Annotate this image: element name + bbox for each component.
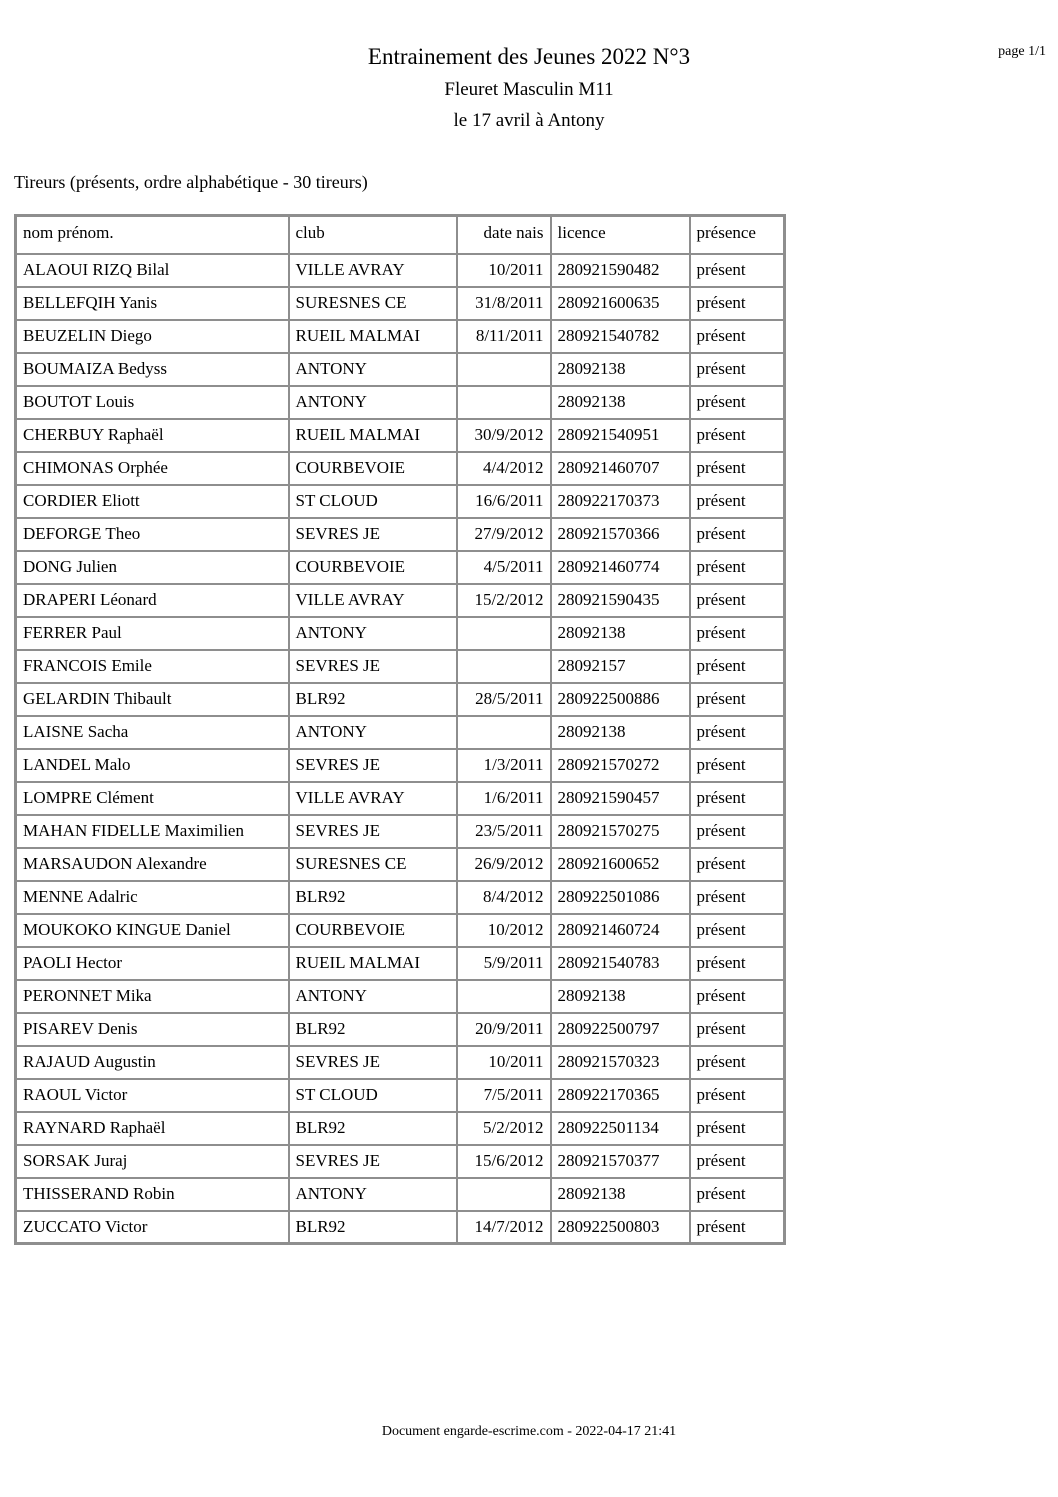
cell-club: ANTONY	[289, 617, 457, 650]
cell-club: ANTONY	[289, 353, 457, 386]
cell-date-nais	[457, 980, 551, 1013]
cell-presence: présent	[690, 287, 785, 320]
cell-licence: 280921590435	[551, 584, 690, 617]
cell-date-nais: 5/9/2011	[457, 947, 551, 980]
table-row	[16, 947, 785, 980]
cell-club: VILLE AVRAY	[289, 254, 457, 287]
cell-date-nais: 1/6/2011	[457, 782, 551, 815]
cell-nom-prenom: ZUCCATO Victor	[16, 1211, 289, 1244]
cell-presence: présent	[690, 584, 785, 617]
table-row	[16, 551, 785, 584]
cell-nom-prenom: RAJAUD Augustin	[16, 1046, 289, 1079]
cell-club: SEVRES JE	[289, 518, 457, 551]
cell-licence: 28092138	[551, 980, 690, 1013]
column-header-presence: présence	[690, 216, 785, 254]
cell-nom-prenom: LAISNE Sacha	[16, 716, 289, 749]
table-row	[16, 287, 785, 320]
cell-club: SEVRES JE	[289, 1145, 457, 1178]
table-row	[16, 1211, 785, 1244]
cell-date-nais	[457, 617, 551, 650]
cell-licence: 28092157	[551, 650, 690, 683]
cell-club: RUEIL MALMAI	[289, 947, 457, 980]
cell-club: ANTONY	[289, 716, 457, 749]
cell-presence: présent	[690, 782, 785, 815]
cell-club: COURBEVOIE	[289, 914, 457, 947]
cell-date-nais: 8/4/2012	[457, 881, 551, 914]
cell-presence: présent	[690, 650, 785, 683]
cell-date-nais: 15/6/2012	[457, 1145, 551, 1178]
table-row	[16, 980, 785, 1013]
cell-nom-prenom: LOMPRE Clément	[16, 782, 289, 815]
cell-nom-prenom: BOUMAIZA Bedyss	[16, 353, 289, 386]
table-row	[16, 584, 785, 617]
cell-club: ANTONY	[289, 1178, 457, 1211]
cell-club: SEVRES JE	[289, 1046, 457, 1079]
cell-club: COURBEVOIE	[289, 551, 457, 584]
cell-club: RUEIL MALMAI	[289, 320, 457, 353]
cell-licence: 280921590457	[551, 782, 690, 815]
table-row	[16, 1046, 785, 1079]
table-row	[16, 815, 785, 848]
cell-club: VILLE AVRAY	[289, 584, 457, 617]
cell-date-nais: 10/2012	[457, 914, 551, 947]
table-row	[16, 881, 785, 914]
cell-nom-prenom: DONG Julien	[16, 551, 289, 584]
cell-club: SURESNES CE	[289, 287, 457, 320]
table-row	[16, 485, 785, 518]
cell-licence: 280921570272	[551, 749, 690, 782]
cell-date-nais: 31/8/2011	[457, 287, 551, 320]
cell-presence: présent	[690, 848, 785, 881]
cell-presence: présent	[690, 518, 785, 551]
cell-club: RUEIL MALMAI	[289, 419, 457, 452]
column-header-club: club	[289, 216, 457, 254]
cell-licence: 28092138	[551, 386, 690, 419]
table-row	[16, 353, 785, 386]
cell-nom-prenom: PERONNET Mika	[16, 980, 289, 1013]
cell-presence: présent	[690, 1079, 785, 1112]
cell-date-nais: 26/9/2012	[457, 848, 551, 881]
cell-nom-prenom: CHERBUY Raphaël	[16, 419, 289, 452]
table-row	[16, 617, 785, 650]
cell-nom-prenom: THISSERAND Robin	[16, 1178, 289, 1211]
cell-date-nais: 16/6/2011	[457, 485, 551, 518]
cell-licence: 280922170373	[551, 485, 690, 518]
tireurs-section-heading: Tireurs (présents, ordre alphabétique - 30 tireurs)	[14, 172, 368, 192]
cell-club: COURBEVOIE	[289, 452, 457, 485]
cell-licence: 280921570323	[551, 1046, 690, 1079]
cell-date-nais	[457, 353, 551, 386]
cell-presence: présent	[690, 1013, 785, 1046]
cell-club: ANTONY	[289, 980, 457, 1013]
cell-licence: 280921570275	[551, 815, 690, 848]
cell-licence: 280921570377	[551, 1145, 690, 1178]
cell-nom-prenom: CHIMONAS Orphée	[16, 452, 289, 485]
table-row	[16, 749, 785, 782]
cell-licence: 280921540951	[551, 419, 690, 452]
cell-licence: 280921600652	[551, 848, 690, 881]
cell-nom-prenom: MOUKOKO KINGUE Daniel	[16, 914, 289, 947]
cell-club: ST CLOUD	[289, 1079, 457, 1112]
cell-date-nais	[457, 1178, 551, 1211]
cell-date-nais: 8/11/2011	[457, 320, 551, 353]
cell-nom-prenom: BOUTOT Louis	[16, 386, 289, 419]
cell-licence: 280922170365	[551, 1079, 690, 1112]
cell-date-nais: 23/5/2011	[457, 815, 551, 848]
cell-nom-prenom: PISAREV Denis	[16, 1013, 289, 1046]
cell-licence: 280921460707	[551, 452, 690, 485]
cell-club: SEVRES JE	[289, 815, 457, 848]
cell-presence: présent	[690, 386, 785, 419]
cell-nom-prenom: ALAOUI RIZQ Bilal	[16, 254, 289, 287]
cell-presence: présent	[690, 716, 785, 749]
cell-licence: 280921540782	[551, 320, 690, 353]
table-row	[16, 452, 785, 485]
cell-nom-prenom: RAOUL Victor	[16, 1079, 289, 1112]
cell-club: BLR92	[289, 1013, 457, 1046]
table-row	[16, 914, 785, 947]
cell-club: SEVRES JE	[289, 749, 457, 782]
cell-licence: 28092138	[551, 716, 690, 749]
cell-presence: présent	[690, 947, 785, 980]
cell-date-nais: 14/7/2012	[457, 1211, 551, 1244]
cell-licence: 280921600635	[551, 287, 690, 320]
document-subtitle-date-place: le 17 avril à Antony	[453, 110, 605, 131]
cell-date-nais: 7/5/2011	[457, 1079, 551, 1112]
cell-licence: 280922500797	[551, 1013, 690, 1046]
cell-presence: présent	[690, 485, 785, 518]
cell-date-nais: 27/9/2012	[457, 518, 551, 551]
cell-date-nais: 30/9/2012	[457, 419, 551, 452]
table-row	[16, 848, 785, 881]
cell-licence: 28092138	[551, 1178, 690, 1211]
cell-club: BLR92	[289, 881, 457, 914]
cell-presence: présent	[690, 749, 785, 782]
cell-licence: 280921590482	[551, 254, 690, 287]
cell-date-nais: 1/3/2011	[457, 749, 551, 782]
tireurs-table	[14, 214, 786, 1245]
cell-presence: présent	[690, 551, 785, 584]
cell-nom-prenom: DRAPERI Léonard	[16, 584, 289, 617]
cell-licence: 280922501134	[551, 1112, 690, 1145]
cell-presence: présent	[690, 452, 785, 485]
cell-club: BLR92	[289, 1211, 457, 1244]
table-row	[16, 1178, 785, 1211]
cell-licence: 280922501086	[551, 881, 690, 914]
cell-presence: présent	[690, 1145, 785, 1178]
cell-presence: présent	[690, 683, 785, 716]
cell-club: SURESNES CE	[289, 848, 457, 881]
table-row	[16, 1079, 785, 1112]
table-row	[16, 782, 785, 815]
cell-presence: présent	[690, 254, 785, 287]
cell-date-nais	[457, 716, 551, 749]
cell-licence: 280921570366	[551, 518, 690, 551]
cell-club: ST CLOUD	[289, 485, 457, 518]
cell-presence: présent	[690, 353, 785, 386]
page-number: page 1/1	[998, 44, 1046, 59]
cell-nom-prenom: PAOLI Hector	[16, 947, 289, 980]
cell-presence: présent	[690, 881, 785, 914]
cell-club: BLR92	[289, 1112, 457, 1145]
cell-presence: présent	[690, 1178, 785, 1211]
cell-nom-prenom: LANDEL Malo	[16, 749, 289, 782]
cell-presence: présent	[690, 980, 785, 1013]
cell-licence: 280922500886	[551, 683, 690, 716]
column-header-date-nais: date nais	[457, 216, 551, 254]
cell-nom-prenom: SORSAK Juraj	[16, 1145, 289, 1178]
cell-club: SEVRES JE	[289, 650, 457, 683]
cell-presence: présent	[690, 320, 785, 353]
cell-nom-prenom: DEFORGE Theo	[16, 518, 289, 551]
cell-date-nais: 15/2/2012	[457, 584, 551, 617]
cell-date-nais: 10/2011	[457, 1046, 551, 1079]
cell-nom-prenom: FRANCOIS Emile	[16, 650, 289, 683]
table-row	[16, 1013, 785, 1046]
table-header-row	[16, 216, 785, 254]
cell-licence: 280922500803	[551, 1211, 690, 1244]
table-row	[16, 1112, 785, 1145]
cell-nom-prenom: CORDIER Eliott	[16, 485, 289, 518]
cell-licence: 280921460774	[551, 551, 690, 584]
cell-nom-prenom: GELARDIN Thibault	[16, 683, 289, 716]
cell-nom-prenom: MARSAUDON Alexandre	[16, 848, 289, 881]
table-row	[16, 254, 785, 287]
cell-nom-prenom: BELLEFQIH Yanis	[16, 287, 289, 320]
cell-nom-prenom: RAYNARD Raphaël	[16, 1112, 289, 1145]
table-row	[16, 716, 785, 749]
cell-club: VILLE AVRAY	[289, 782, 457, 815]
cell-date-nais	[457, 386, 551, 419]
cell-club: BLR92	[289, 683, 457, 716]
cell-nom-prenom: FERRER Paul	[16, 617, 289, 650]
cell-nom-prenom: BEUZELIN Diego	[16, 320, 289, 353]
cell-date-nais: 28/5/2011	[457, 683, 551, 716]
cell-presence: présent	[690, 1112, 785, 1145]
cell-nom-prenom: MAHAN FIDELLE Maximilien	[16, 815, 289, 848]
table-row	[16, 386, 785, 419]
cell-licence: 280921460724	[551, 914, 690, 947]
cell-presence: présent	[690, 815, 785, 848]
document-footer: Document engarde-escrime.com - 2022-04-17 21:41	[381, 1424, 677, 1439]
cell-date-nais	[457, 650, 551, 683]
cell-licence: 280921540783	[551, 947, 690, 980]
tireurs-table-body	[16, 254, 785, 1244]
column-header-nom-prenom: nom prénom.	[16, 216, 289, 254]
cell-date-nais: 5/2/2012	[457, 1112, 551, 1145]
table-row	[16, 419, 785, 452]
cell-presence: présent	[690, 419, 785, 452]
cell-club: ANTONY	[289, 386, 457, 419]
table-row	[16, 1145, 785, 1178]
cell-licence: 28092138	[551, 353, 690, 386]
cell-date-nais: 20/9/2011	[457, 1013, 551, 1046]
cell-date-nais: 10/2011	[457, 254, 551, 287]
table-row	[16, 320, 785, 353]
cell-presence: présent	[690, 1211, 785, 1244]
column-header-licence: licence	[551, 216, 690, 254]
cell-nom-prenom: MENNE Adalric	[16, 881, 289, 914]
cell-presence: présent	[690, 914, 785, 947]
document-subtitle-weapon: Fleuret Masculin M11	[444, 79, 614, 100]
table-row	[16, 518, 785, 551]
cell-presence: présent	[690, 617, 785, 650]
table-row	[16, 683, 785, 716]
cell-date-nais: 4/4/2012	[457, 452, 551, 485]
cell-licence: 28092138	[551, 617, 690, 650]
cell-presence: présent	[690, 1046, 785, 1079]
cell-date-nais: 4/5/2011	[457, 551, 551, 584]
table-row	[16, 650, 785, 683]
document-title: Entrainement des Jeunes 2022 N°3	[367, 44, 691, 69]
